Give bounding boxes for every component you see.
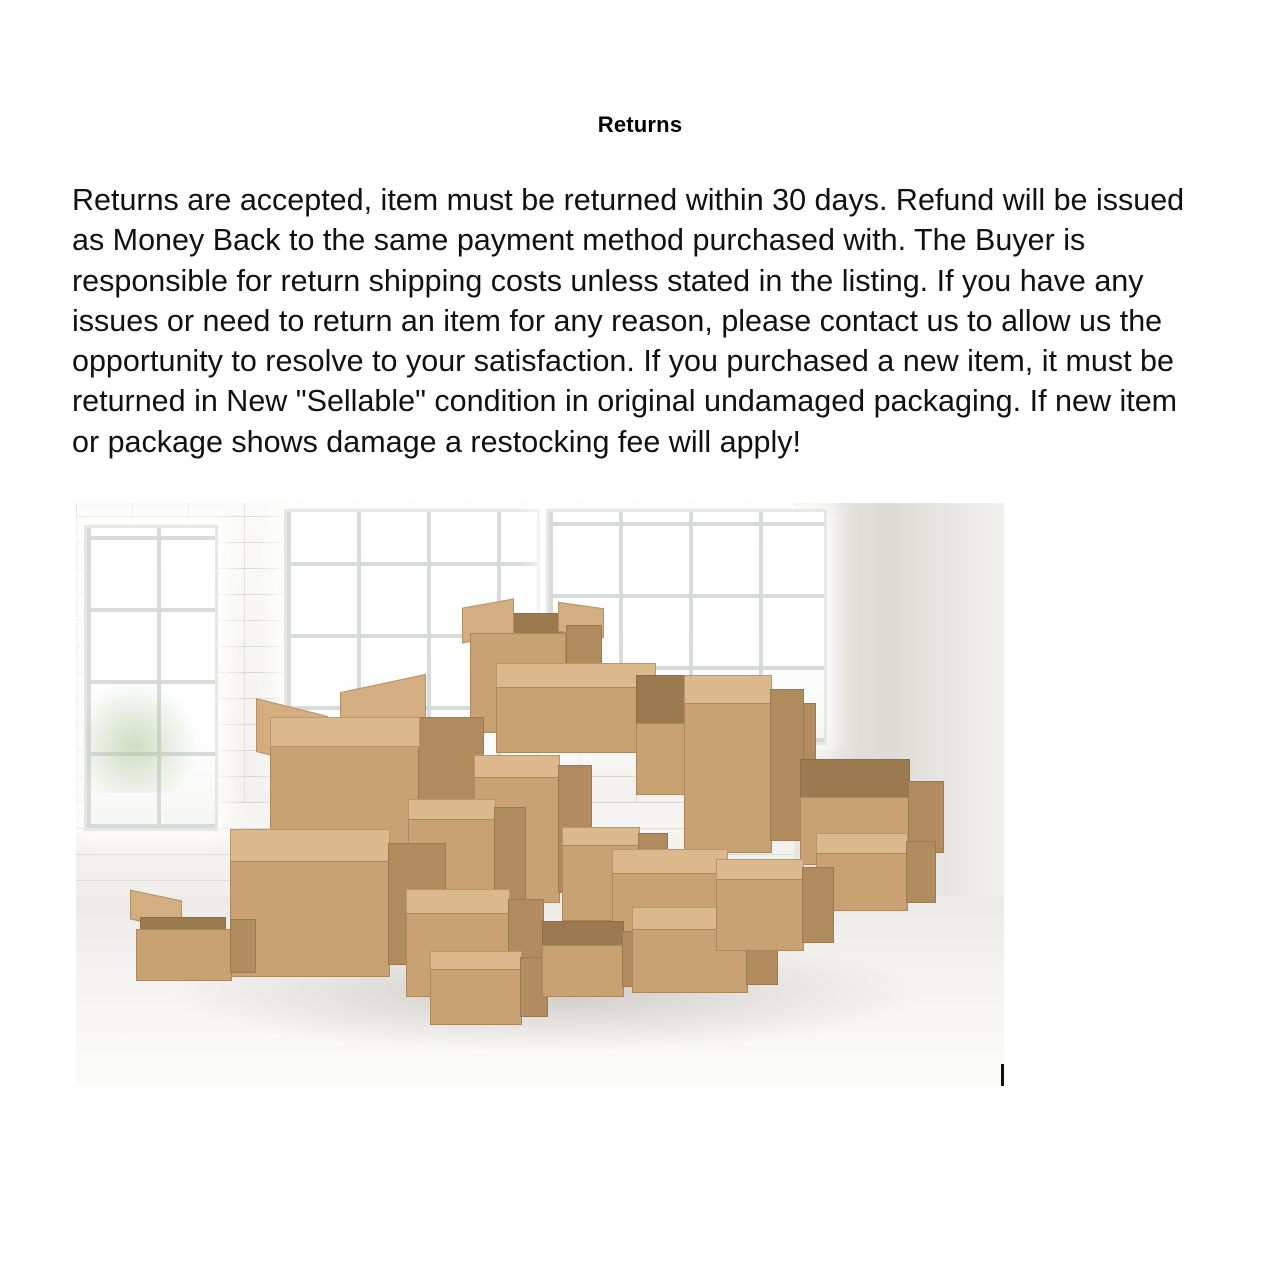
returns-photo [76,503,1004,1086]
image-edge-marker [1001,1064,1004,1086]
window-greenery [86,673,206,793]
box-front-flaps-small [126,895,256,985]
box-right-tall [684,675,804,855]
box-front-low [430,951,550,1027]
room-scene [76,503,1004,1086]
returns-policy-text: Returns are accepted, item must be returned within 30 days. Refund will be issued as Money Back to the same payment method purchased with. The Buyer is responsible for return shipping costs unless stated in the listing. If you have any issues or need to return an item for any reason, please contact us to allow us the opportunity to resolve to your satisfaction. If you purchased a new item, it must be returned in New "Sellable" condition in original undamaged packaging. If new item or package shows damage a restocking fee will apply! [72,183,1185,459]
page-title: Returns [597,112,683,137]
box-right-mid [716,859,836,955]
